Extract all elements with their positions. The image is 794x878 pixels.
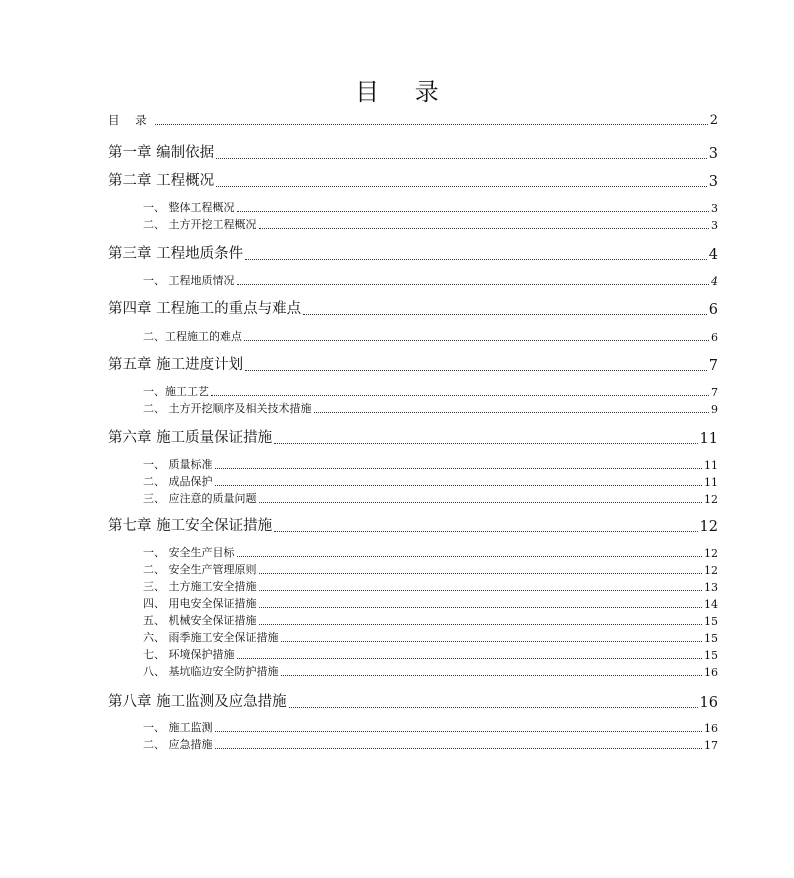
toc-page-number: 15 [704, 632, 718, 645]
document-title: 目 录 [355, 78, 453, 106]
toc-entry-label: 第一章 编制依据 [108, 145, 215, 161]
dot-leader [259, 501, 703, 503]
toc-chapter-2[interactable] [0, 169, 794, 190]
dot-leader [274, 530, 697, 532]
toc-section[interactable] [0, 646, 794, 662]
toc-page-number: 6 [711, 331, 718, 344]
toc-section[interactable] [0, 328, 794, 344]
toc-page-number: 3 [708, 174, 718, 190]
toc-entry-label: 二、 土方开挖工程概况 [143, 218, 257, 231]
toc-section[interactable] [0, 216, 794, 232]
toc-page-number: 12 [704, 493, 718, 506]
toc-entry-label: 一、 施工监测 [143, 721, 213, 734]
toc-entry-label: 三、 应注意的质量问题 [143, 492, 257, 505]
toc-entry-label: 第七章 施工安全保证措施 [108, 518, 273, 534]
toc-page-number: 12 [704, 547, 718, 560]
toc-page-number: 16 [704, 666, 718, 679]
toc-section[interactable] [0, 595, 794, 611]
toc-page-number: 2 [709, 113, 718, 128]
toc-section[interactable] [0, 490, 794, 506]
toc-section[interactable] [0, 400, 794, 416]
toc-entry-label: 一、 质量标准 [143, 458, 213, 471]
toc-page-number: 6 [708, 302, 718, 318]
dot-leader [216, 157, 707, 159]
toc-page-number: 13 [704, 581, 718, 594]
toc-entry-label: 二、 土方开挖顺序及相关技术措施 [143, 402, 312, 415]
toc-page-number: 11 [704, 459, 718, 472]
toc-chapter-7[interactable] [0, 514, 794, 535]
toc-section[interactable] [0, 272, 794, 288]
toc-section[interactable] [0, 473, 794, 489]
toc-page-number: 16 [699, 695, 718, 711]
toc-chapter-3[interactable] [0, 242, 794, 263]
toc-section[interactable] [0, 383, 794, 399]
toc-entry-label: 一、 工程地质情况 [143, 274, 235, 287]
toc-page-number: 14 [704, 598, 718, 611]
toc-section[interactable] [0, 719, 794, 735]
dot-leader [215, 730, 703, 732]
toc-entry-label: 第四章 工程施工的重点与难点 [108, 301, 302, 317]
dot-leader [215, 484, 703, 486]
dot-leader [303, 313, 707, 315]
dot-leader [274, 442, 697, 444]
toc-section[interactable] [0, 612, 794, 628]
toc-entry-label: 第八章 施工监测及应急措施 [108, 694, 287, 710]
toc-page-number: 7 [711, 386, 718, 399]
toc-page-number: 7 [708, 358, 718, 374]
dot-leader [314, 411, 710, 413]
dot-leader [245, 258, 707, 260]
toc-section[interactable] [0, 736, 794, 752]
toc-page-number: 17 [704, 739, 718, 752]
dot-leader [237, 555, 703, 557]
dot-leader [215, 467, 703, 469]
toc-chapter-5[interactable] [0, 353, 794, 374]
toc-section[interactable] [0, 663, 794, 679]
toc-entry-label: 一、 安全生产目标 [143, 546, 235, 559]
toc-chapter-4[interactable] [0, 297, 794, 318]
dot-leader [155, 123, 708, 125]
toc-page-number: 15 [704, 615, 718, 628]
toc-page-number: 4 [711, 275, 718, 288]
toc-entry-label: 七、 环境保护措施 [143, 648, 235, 661]
toc-entry-label: 第六章 施工质量保证措施 [108, 430, 273, 446]
toc-section[interactable] [0, 456, 794, 472]
toc-entry-label: 二、 成品保护 [143, 475, 213, 488]
toc-entry-label: 四、 用电安全保证措施 [143, 597, 257, 610]
toc-entry-label: 第三章 工程地质条件 [108, 246, 244, 262]
toc-entry-label: 目 录 [108, 113, 153, 127]
toc-page-number: 12 [699, 519, 718, 535]
toc-entry-label: 二、 安全生产管理原则 [143, 563, 257, 576]
toc-page-number: 3 [711, 219, 718, 232]
toc-entry-label: 五、 机械安全保证措施 [143, 614, 257, 627]
toc-section[interactable] [0, 629, 794, 645]
dot-leader [259, 572, 703, 574]
toc-page-number: 4 [708, 247, 718, 263]
dot-leader [281, 640, 703, 642]
toc-entry-label: 一、施工工艺 [143, 385, 209, 398]
dot-leader [237, 283, 710, 285]
toc-entry-label: 二、 应急措施 [143, 738, 213, 751]
toc-entry-label: 第五章 施工进度计划 [108, 357, 244, 373]
toc-section[interactable] [0, 561, 794, 577]
toc-page-number: 11 [704, 476, 718, 489]
toc-entry-label: 二、工程施工的难点 [143, 330, 242, 343]
toc-chapter-1[interactable] [0, 141, 794, 162]
toc-section[interactable] [0, 544, 794, 560]
dot-leader [237, 657, 703, 659]
toc-entry-label: 三、 土方施工安全措施 [143, 580, 257, 593]
toc-page-number: 12 [704, 564, 718, 577]
dot-leader [259, 227, 710, 229]
toc-section[interactable] [0, 578, 794, 594]
toc-chapter-6[interactable] [0, 426, 794, 447]
toc-entry-label: 第二章 工程概况 [108, 173, 215, 189]
toc-page-number: 16 [704, 722, 718, 735]
toc-entry-contents[interactable] [0, 112, 794, 128]
toc-page-number: 3 [711, 202, 718, 215]
dot-leader [259, 589, 703, 591]
toc-entry-label: 六、 雨季施工安全保证措施 [143, 631, 279, 644]
dot-leader [281, 674, 703, 676]
toc-page-number: 11 [699, 431, 718, 447]
toc-chapter-8[interactable] [0, 690, 794, 711]
toc-entry-label: 八、 基坑临边安全防护措施 [143, 665, 279, 678]
dot-leader [259, 606, 703, 608]
dot-leader [215, 747, 703, 749]
dot-leader [245, 369, 707, 371]
toc-page-number: 15 [704, 649, 718, 662]
toc-page-number: 9 [711, 403, 718, 416]
dot-leader [259, 623, 703, 625]
dot-leader [289, 706, 698, 708]
toc-page-number: 3 [708, 146, 718, 162]
toc-entry-label: 一、 整体工程概况 [143, 201, 235, 214]
dot-leader [211, 394, 709, 396]
toc-section[interactable] [0, 199, 794, 215]
dot-leader [244, 339, 709, 341]
dot-leader [216, 185, 707, 187]
dot-leader [237, 210, 710, 212]
